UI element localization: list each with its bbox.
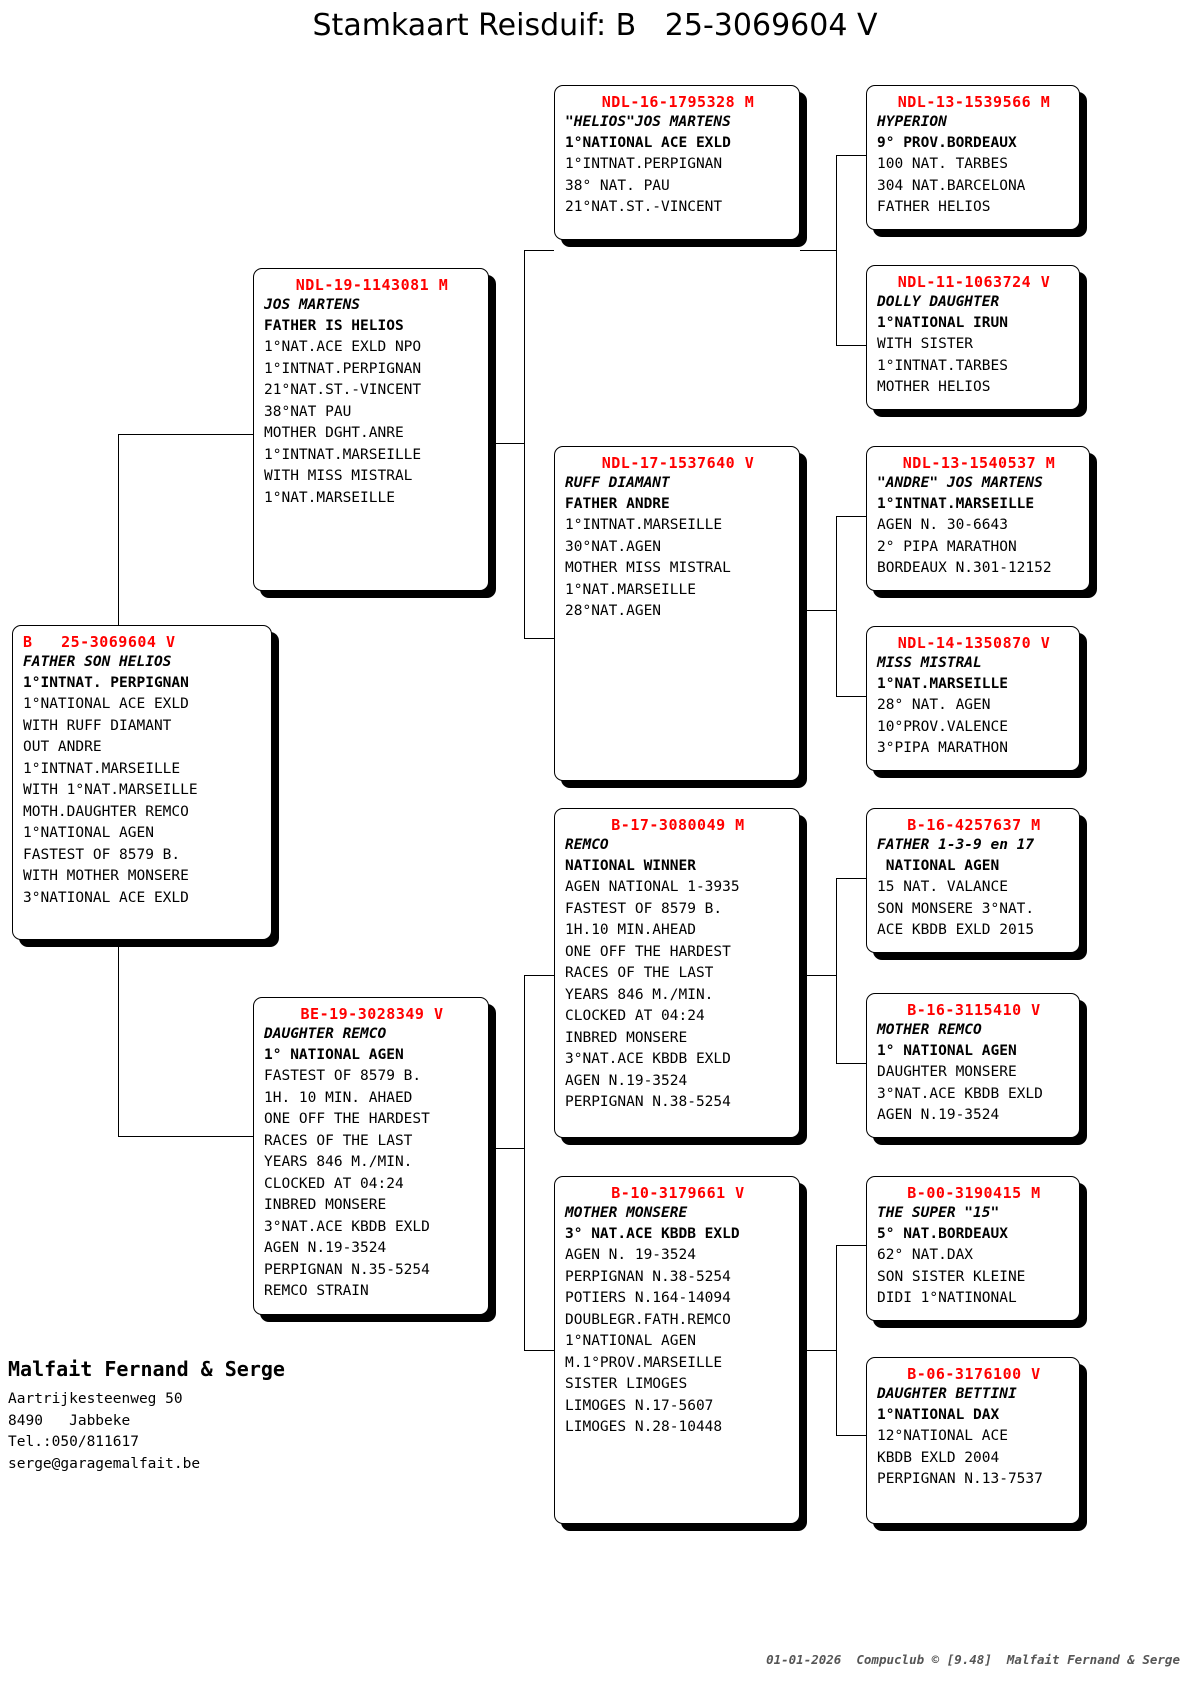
connector-line bbox=[836, 516, 837, 696]
connector-line bbox=[490, 443, 524, 444]
pigeon-detail: LIMOGES N.28-10448 bbox=[565, 1419, 723, 1435]
pigeon-detail: WITH SISTER bbox=[877, 336, 974, 352]
connector-line bbox=[836, 345, 866, 346]
pigeon-highlight: NATIONAL WINNER bbox=[565, 858, 696, 874]
pigeon-card-dd-dam[interactable] bbox=[866, 1357, 1080, 1524]
ring-number: B-16-4257637 M bbox=[907, 816, 1041, 834]
pigeon-name: FATHER 1-3-9 en 17 bbox=[877, 837, 1035, 853]
pigeon-card-subject[interactable] bbox=[12, 625, 272, 940]
footer-text: 01-01-2026 Compuclub © [9.48] Malfait Fernand & Serge bbox=[766, 1652, 1180, 1667]
pigeon-name: MISS MISTRAL bbox=[877, 655, 982, 671]
pigeon-name: RUFF DIAMANT bbox=[565, 475, 670, 491]
pigeon-highlight: 3° NAT.ACE KBDB EXLD bbox=[565, 1226, 740, 1242]
pigeon-name: "ANDRE" JOS MARTENS bbox=[877, 475, 1043, 491]
ring-number: B-00-3190415 M bbox=[907, 1184, 1041, 1202]
breeder-address: Aartrijkesteenweg 50 bbox=[8, 1391, 183, 1407]
ring-number: NDL-19-1143081 M bbox=[295, 276, 449, 294]
pigeon-detail: 10°PROV.VALENCE bbox=[877, 718, 1008, 735]
ring-number: NDL-13-1539566 M bbox=[897, 93, 1051, 111]
connector-line bbox=[836, 1063, 866, 1064]
connector-line bbox=[490, 1148, 524, 1149]
pigeon-detail: 1H. 10 MIN. AHAED bbox=[264, 1089, 413, 1106]
ring-number: NDL-11-1063724 V bbox=[897, 273, 1051, 291]
pigeon-detail: 2° PIPA MARATHON bbox=[877, 538, 1017, 555]
connector-line bbox=[836, 155, 837, 345]
pigeon-detail: CLOCKED AT 04:24 bbox=[565, 1008, 705, 1024]
pigeon-detail: DIDI 1°NATINONAL bbox=[877, 1290, 1017, 1306]
pigeon-detail: 3°NATIONAL ACE EXLD bbox=[23, 889, 189, 906]
pigeon-detail: PERPIGNAN N.35-5254 bbox=[264, 1261, 430, 1278]
pigeon-highlight: 1°NATIONAL ACE EXLD bbox=[565, 135, 731, 151]
pigeon-detail: RACES OF THE LAST bbox=[565, 965, 714, 981]
connector-line bbox=[800, 1350, 836, 1351]
pigeon-detail: 100 NAT. TARBES bbox=[877, 156, 1008, 172]
connector-line bbox=[524, 1350, 554, 1351]
ring-number: NDL-17-1537640 V bbox=[601, 454, 755, 472]
connector-line bbox=[836, 1245, 837, 1435]
pigeon-detail: 1°NATIONAL AGEN bbox=[23, 825, 154, 841]
pigeon-name: THE SUPER "15" bbox=[877, 1205, 1000, 1221]
pigeon-detail: 1°INTNAT.PERPIGNAN bbox=[565, 156, 723, 172]
pigeon-detail: AGEN N.19-3524 bbox=[877, 1107, 1000, 1123]
connector-line bbox=[524, 638, 554, 639]
pigeon-detail: DAUGHTER MONSERE bbox=[877, 1064, 1017, 1080]
ring-number: B-16-3115410 V bbox=[907, 1001, 1041, 1019]
pigeon-detail: 3°NAT.ACE KBDB EXLD bbox=[565, 1051, 731, 1067]
pigeon-detail: PERPIGNAN N.38-5254 bbox=[565, 1094, 731, 1110]
pigeon-card-sd-dam[interactable] bbox=[866, 626, 1080, 771]
pigeon-card-dam-sire[interactable] bbox=[554, 808, 800, 1138]
pigeon-detail: 3°PIPA MARATHON bbox=[877, 740, 1008, 756]
ring-number: BE-19-3028349 V bbox=[300, 1005, 444, 1023]
pigeon-detail: POTIERS N.164-14094 bbox=[565, 1290, 731, 1306]
pigeon-detail: 38°NAT PAU bbox=[264, 403, 352, 420]
connector-line bbox=[836, 1245, 866, 1246]
pigeon-detail: SON MONSERE 3°NAT. bbox=[877, 900, 1035, 917]
pigeon-card-ds-sire[interactable] bbox=[866, 808, 1080, 953]
pigeon-card-dd-sire[interactable] bbox=[866, 1176, 1080, 1321]
pigeon-detail: YEARS 846 M./MIN. bbox=[565, 986, 714, 1003]
connector-line bbox=[524, 975, 554, 976]
pigeon-highlight: 1° NATIONAL AGEN bbox=[264, 1047, 404, 1063]
ring-number: NDL-14-1350870 V bbox=[897, 634, 1051, 652]
pigeon-card-ds-dam[interactable] bbox=[866, 993, 1080, 1138]
pigeon-detail: 28°NAT.AGEN bbox=[565, 603, 662, 619]
ring-number: NDL-16-1795328 M bbox=[601, 93, 755, 111]
connector-line bbox=[836, 155, 866, 156]
ring-number: B-17-3080049 M bbox=[611, 816, 745, 834]
connector-line bbox=[836, 516, 866, 517]
pigeon-detail: 1°INTNAT.TARBES bbox=[877, 357, 1008, 374]
pigeon-detail: 1°NAT.ACE EXLD NPO bbox=[264, 339, 422, 355]
pigeon-detail: MOTH.DAUGHTER REMCO bbox=[23, 803, 189, 820]
pigeon-detail: SISTER LIMOGES bbox=[565, 1376, 688, 1392]
pigeon-detail: AGEN NATIONAL 1-3935 bbox=[565, 879, 740, 895]
pigeon-detail: KBDB EXLD 2004 bbox=[877, 1449, 1000, 1466]
pigeon-highlight: 5° NAT.BORDEAUX bbox=[877, 1226, 1008, 1242]
pigeon-detail: FASTEST OF 8579 B. bbox=[264, 1068, 422, 1084]
pigeon-detail: MOTHER HELIOS bbox=[877, 379, 991, 395]
pigeon-detail: WITH MISS MISTRAL bbox=[264, 468, 413, 484]
pigeon-highlight: 1°INTNAT.MARSEILLE bbox=[877, 496, 1035, 512]
ring-number: B 25-3069604 V bbox=[23, 633, 176, 651]
connector-line bbox=[800, 250, 836, 251]
pigeon-card-sire-sire[interactable] bbox=[554, 85, 800, 240]
pigeon-highlight: 9° PROV.BORDEAUX bbox=[877, 135, 1017, 151]
pigeon-detail: PERPIGNAN N.38-5254 bbox=[565, 1268, 731, 1285]
pigeon-detail: SON SISTER KLEINE bbox=[877, 1268, 1026, 1285]
pigeon-detail: 1°NAT.MARSEILLE bbox=[264, 489, 395, 506]
pigeon-name: DOLLY DAUGHTER bbox=[877, 294, 1000, 310]
ring-number: B-06-3176100 V bbox=[907, 1365, 1041, 1383]
pigeon-detail: 30°NAT.AGEN bbox=[565, 538, 662, 555]
connector-line bbox=[524, 975, 525, 1350]
connector-line bbox=[118, 434, 253, 435]
breeder-name: Malfait Fernand & Serge bbox=[8, 1357, 285, 1381]
pigeon-name: JOS MARTENS bbox=[264, 297, 361, 313]
pigeon-detail: AGEN N. 19-3524 bbox=[565, 1247, 696, 1263]
pigeon-name: FATHER SON HELIOS bbox=[23, 654, 172, 670]
pigeon-name: MOTHER REMCO bbox=[877, 1022, 982, 1038]
page-title: Stamkaart Reisduif: B 25-3069604 V bbox=[312, 8, 878, 43]
pigeon-card-dam[interactable] bbox=[253, 997, 489, 1315]
pigeon-detail: YEARS 846 M./MIN. bbox=[264, 1154, 413, 1170]
connector-line bbox=[524, 250, 525, 638]
pigeon-detail: 62° NAT.DAX bbox=[877, 1247, 974, 1263]
pigeon-detail: 1H.10 MIN.AHEAD bbox=[565, 922, 696, 938]
ring-number: NDL-13-1540537 M bbox=[902, 454, 1056, 472]
pigeon-name: MOTHER MONSERE bbox=[565, 1205, 688, 1221]
pigeon-detail: FASTEST OF 8579 B. bbox=[565, 900, 723, 917]
pigeon-card-sd-sire[interactable] bbox=[866, 446, 1090, 591]
pigeon-detail: 21°NAT.ST.-VINCENT bbox=[264, 382, 422, 398]
pigeon-detail: AGEN N. 30-6643 bbox=[877, 517, 1008, 533]
pigeon-detail: 3°NAT.ACE KBDB EXLD bbox=[877, 1085, 1043, 1102]
pigeon-name: HYPERION bbox=[877, 114, 947, 130]
pigeon-detail: ONE OFF THE HARDEST bbox=[565, 943, 731, 960]
pigeon-detail: 21°NAT.ST.-VINCENT bbox=[565, 199, 723, 215]
pigeon-detail: 1°INTNAT.MARSEILLE bbox=[23, 760, 181, 777]
connector-line bbox=[524, 250, 554, 251]
pigeon-detail: AGEN N.19-3524 bbox=[264, 1240, 387, 1256]
pigeon-highlight: NATIONAL AGEN bbox=[877, 858, 1000, 874]
pigeon-detail: WITH RUFF DIAMANT bbox=[23, 717, 172, 734]
pigeon-detail: LIMOGES N.17-5607 bbox=[565, 1397, 714, 1414]
pigeon-highlight: 1°NATIONAL IRUN bbox=[877, 315, 1008, 331]
pigeon-detail: 38° NAT. PAU bbox=[565, 177, 670, 194]
pigeon-detail: RACES OF THE LAST bbox=[264, 1132, 413, 1149]
pigeon-detail: 3°NAT.ACE KBDB EXLD bbox=[264, 1218, 430, 1235]
pigeon-detail: BORDEAUX N.301-12152 bbox=[877, 560, 1052, 576]
pigeon-detail: ONE OFF THE HARDEST bbox=[264, 1111, 430, 1127]
pigeon-card-sire[interactable] bbox=[253, 268, 489, 591]
pigeon-detail: 12°NATIONAL ACE bbox=[877, 1428, 1008, 1444]
pigeon-detail: INBRED MONSERE bbox=[264, 1197, 387, 1213]
pigeon-detail: 1°INTNAT.PERPIGNAN bbox=[264, 360, 422, 377]
pigeon-highlight: 1° NATIONAL AGEN bbox=[877, 1043, 1017, 1059]
pigeon-detail: M.1°PROV.MARSEILLE bbox=[565, 1354, 723, 1371]
pigeon-detail: 1°INTNAT.MARSEILLE bbox=[565, 517, 723, 533]
pigeon-detail: WITH 1°NAT.MARSEILLE bbox=[23, 782, 198, 798]
pigeon-detail: 15 NAT. VALANCE bbox=[877, 879, 1008, 895]
pigeon-detail: MOTHER DGHT.ANRE bbox=[264, 425, 404, 441]
connector-line bbox=[836, 696, 866, 697]
connector-line bbox=[800, 610, 836, 611]
pigeon-detail: 1°NATIONAL ACE EXLD bbox=[23, 696, 189, 712]
pigeon-highlight: FATHER ANDRE bbox=[565, 496, 670, 512]
pigeon-highlight: 1°INTNAT. PERPIGNAN bbox=[23, 675, 189, 691]
connector-line bbox=[836, 1435, 866, 1436]
pigeon-name: DAUGHTER REMCO bbox=[264, 1026, 387, 1042]
pigeon-detail: REMCO STRAIN bbox=[264, 1283, 369, 1299]
pigeon-detail: FASTEST OF 8579 B. bbox=[23, 846, 181, 863]
connector-line bbox=[836, 878, 837, 1063]
connector-line bbox=[836, 878, 866, 879]
pigeon-detail: ACE KBDB EXLD 2015 bbox=[877, 922, 1035, 938]
pigeon-detail: AGEN N.19-3524 bbox=[565, 1072, 688, 1089]
pigeon-detail: DOUBLEGR.FATH.REMCO bbox=[565, 1311, 731, 1328]
pigeon-name: "HELIOS"JOS MARTENS bbox=[565, 114, 731, 130]
pigeon-highlight: 1°NATIONAL DAX bbox=[877, 1407, 1000, 1423]
pigeon-detail: CLOCKED AT 04:24 bbox=[264, 1175, 404, 1192]
pigeon-highlight: 1°NAT.MARSEILLE bbox=[877, 676, 1008, 692]
breeder-city: 8490 Jabbeke bbox=[8, 1412, 131, 1429]
pigeon-detail: 304 NAT.BARCELONA bbox=[877, 177, 1026, 194]
pigeon-highlight: FATHER IS HELIOS bbox=[264, 318, 404, 334]
pigeon-detail: MOTHER MISS MISTRAL bbox=[565, 560, 731, 576]
pigeon-card-ss-sire[interactable] bbox=[866, 85, 1080, 230]
pigeon-detail: 1°NAT.MARSEILLE bbox=[565, 581, 696, 598]
connector-line bbox=[800, 975, 836, 976]
pigeon-detail: PERPIGNAN N.13-7537 bbox=[877, 1471, 1043, 1487]
pigeon-card-sire-dam[interactable] bbox=[554, 446, 800, 781]
pigeon-detail: 28° NAT. AGEN bbox=[877, 697, 991, 713]
breeder-phone: Tel.:050/811617 bbox=[8, 1434, 139, 1450]
pigeon-name: REMCO bbox=[565, 837, 609, 853]
connector-line bbox=[118, 1136, 253, 1137]
pigeon-detail: OUT ANDRE bbox=[23, 739, 102, 755]
pigeon-detail: INBRED MONSERE bbox=[565, 1029, 688, 1046]
pigeon-detail: 1°NATIONAL AGEN bbox=[565, 1333, 696, 1349]
pigeon-detail: FATHER HELIOS bbox=[877, 199, 991, 215]
pigeon-card-ss-dam[interactable] bbox=[866, 265, 1080, 410]
pigeon-detail: 1°INTNAT.MARSEILLE bbox=[264, 446, 422, 463]
pigeon-detail: WITH MOTHER MONSERE bbox=[23, 868, 189, 884]
pigeon-name: DAUGHTER BETTINI bbox=[877, 1386, 1017, 1402]
ring-number: B-10-3179661 V bbox=[611, 1184, 745, 1202]
breeder-info bbox=[8, 1357, 428, 1475]
pigeon-card-dam-dam[interactable] bbox=[554, 1176, 800, 1524]
breeder-email[interactable]: serge@garagemalfait.be bbox=[8, 1455, 201, 1472]
